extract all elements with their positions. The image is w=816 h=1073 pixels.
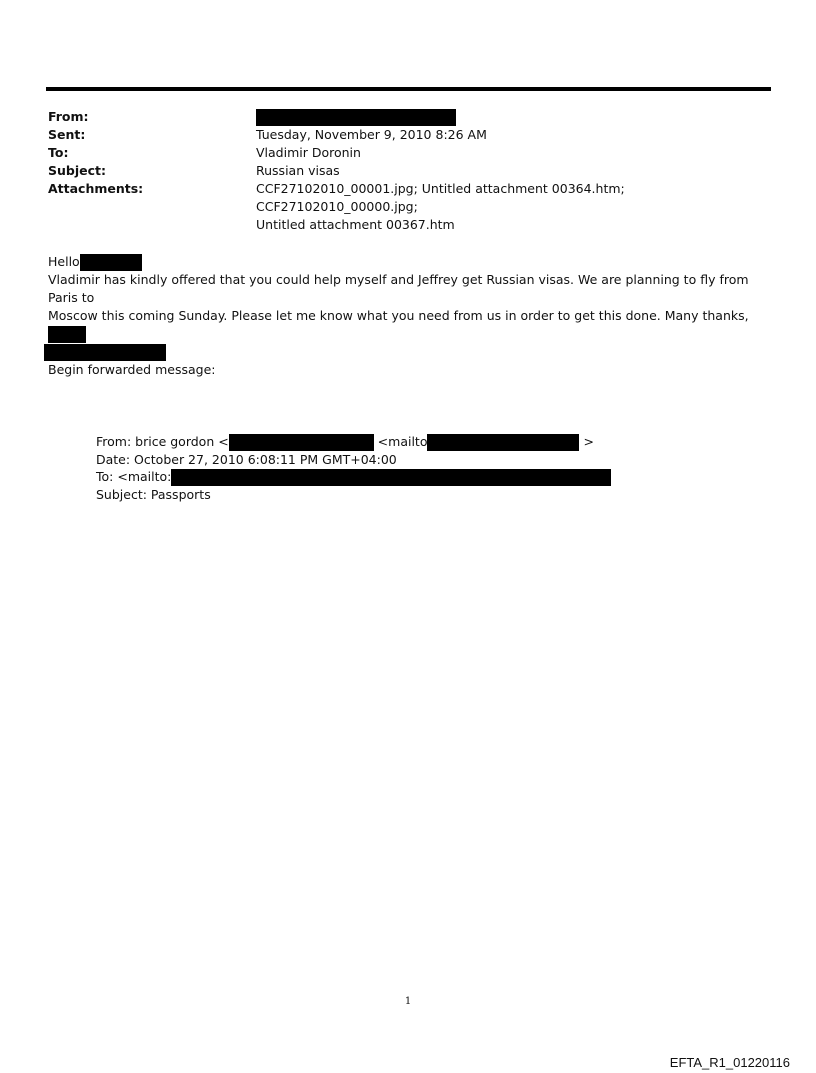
- page-number: 1: [404, 996, 412, 1007]
- attachments-value: [256, 180, 768, 234]
- greeting-line: [48, 253, 768, 271]
- redaction-box: [256, 109, 456, 126]
- redaction-box: [48, 326, 86, 343]
- to-label: To:: [48, 145, 69, 160]
- forwarded-header: [96, 433, 611, 503]
- subject-value: Russian visas: [256, 163, 340, 178]
- fwd-to-prefix: To: <mailto:: [96, 469, 172, 484]
- sent-label: Sent:: [48, 127, 86, 142]
- redaction-box: [80, 254, 142, 271]
- signature-line: [44, 343, 768, 361]
- forward-intro: Begin forwarded message:: [48, 362, 216, 377]
- fwd-mailto: <mailto: [373, 434, 428, 449]
- fwd-to-line: [96, 468, 611, 486]
- attachments-label: Attachments:: [48, 181, 144, 196]
- attachments-row: [48, 180, 768, 234]
- fwd-from-line: [96, 433, 611, 451]
- redaction-box: [44, 344, 166, 361]
- fwd-date: Date: October 27, 2010 6:08:11 PM GMT+04:00: [96, 452, 397, 467]
- from-label: From:: [48, 109, 89, 124]
- attachments-line-2: Untitled attachment 00367.htm: [256, 217, 455, 232]
- body-line-2-wrap: [48, 307, 768, 343]
- email-header: [48, 108, 768, 234]
- document-id: EFTA_R1_01220116: [669, 1055, 790, 1070]
- to-row: [48, 144, 768, 162]
- subject-row: [48, 162, 768, 180]
- header-rule: [46, 87, 771, 91]
- greeting: Hello: [48, 254, 80, 269]
- sent-value: Tuesday, November 9, 2010 8:26 AM: [256, 127, 487, 142]
- body-line-1: Vladimir has kindly offered that you could help myself and Jeffrey get Russian visas. We are planning to fly from Paris to: [48, 272, 749, 305]
- fwd-subject: Subject: Passports: [96, 487, 211, 502]
- fwd-from-prefix: From: brice gordon <: [96, 434, 229, 449]
- fwd-from-end: >: [579, 434, 594, 449]
- redaction-box: [171, 469, 611, 486]
- to-value: Vladimir Doronin: [256, 145, 361, 160]
- sent-row: [48, 126, 768, 144]
- redaction-box: [427, 434, 579, 451]
- redaction-box: [229, 434, 374, 451]
- body-line-2: Moscow this coming Sunday. Please let me know what you need from us in order to get this done. Many thanks,: [48, 308, 749, 323]
- subject-label: Subject:: [48, 163, 106, 178]
- from-row: [48, 108, 768, 126]
- message-body: [48, 253, 768, 361]
- attachments-line-1: CCF27102010_00001.jpg; Untitled attachment 00364.htm; CCF27102010_00000.jpg;: [256, 181, 625, 214]
